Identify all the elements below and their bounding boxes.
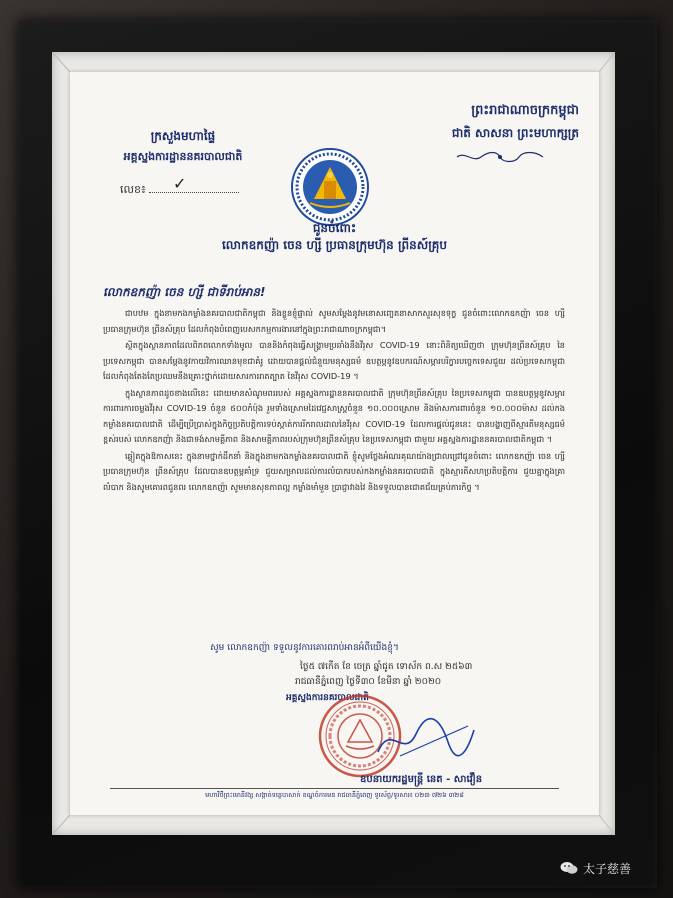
ministry-header [98, 128, 268, 166]
lunar-date: ថ្ងៃ៥ ៧កើត ខែ ចេត្រ ឆ្នាំជូត ទោស័ក ព.ស ២៥៦៣ [300, 662, 473, 672]
watermark-badge [560, 858, 672, 878]
reference-dots [149, 182, 239, 193]
footer-divider [110, 788, 559, 789]
salutation: លោកឧកញ៉ា ចេន ហ្សី ជាទីរាប់អាន! [103, 285, 266, 299]
signature-icon [370, 712, 480, 764]
wechat-icon [560, 861, 578, 875]
addressed-to-label: ជូនចំពោះ [312, 221, 357, 235]
recipient-line: លោកឧកញ៉ា ចេន ហ្សី ប្រធានក្រុមហ៊ុន ព្រីនស៍គ្រុប [221, 238, 447, 252]
letter-body [103, 306, 565, 496]
paragraph: ស្ថិតក្នុងស្ថានភាពដែលពិភពលោកទាំងមូល បាននិងកំពុងធ្វើសង្គ្រាមប្រឆាំងនឹងវីរុស COVID-19 នោះពិនិត្យឃើញថា ក្រុមហ៊ុនព្រីនស៍គ្រុប នៃប្រទេសកម្ពុជា បានសម្តែងនូវកាយវិការឈានមុខជាគំរូ ដោយបានផ្តល់ជំនួយមនុស្សធម៌ ឧបត្ថម្ភនូវឧបករណ៍សម្ភារបរិក្ខារបច្ចេកទេសជួយ ដល់ប្រទេសកម្ពុជាដែលកំពុងតែងតែប្រឈមនឹងគ្រោះថ្នាក់ដោយសារការរាតត្បាត នៃវីរុស COVID-19 ។ [103, 340, 565, 381]
letter-paper [70, 72, 599, 815]
closing-line: សូម លោកឧកញ៉ា ទទួលនូវការគោរពរាប់អានអំពីយើងខ្ញុំ។ [210, 643, 399, 653]
reference-label: លេខ៖ [120, 183, 146, 196]
solar-date: រាជធានីភ្នំពេញ ថ្ងៃទី៣០ ខែមីនា ឆ្នាំ ២០២០ [295, 677, 442, 687]
paragraph: ឆ្លៀតក្នុងឱកាសនេះ ក្នុងនាមថ្នាក់ដឹកនាំ និងក្នុងនាមកងកម្លាំងនគរបាលជាតិ ខ្ញុំសូមថ្លែងអំណរគុណយ៉ាងជ្រាលជ្រៅជូនចំពោះ លោកឧកញ៉ា ចេន ហ្សី ប្រធានក្រុមហ៊ុន ព្រីនស៍គ្រុប ដែលបានឧបត្ថម្ភគាំទ្រ ជួយសម្រាលដល់ការលំបាករបស់កងកម្លាំងនគរបាលជាតិ ក្នុងស្មារតីសហប្រតិបត្តិការ ជួយគ្នាក្នុងគ្រាលំបាក និងសូមគោរពជូនពរ លោកឧកញ៉ា សូមមានសុខភាពល្អ កម្លាំងមាំមួន ប្រាជ្ញាវាងវៃ និងទទួលបានជោគជ័យគ្រប់ភារកិច្ច ។ [103, 450, 565, 492]
signer-title: អគ្គស្នងការនគរបាលជាតិ [286, 693, 369, 703]
check-mark-icon: ✓ [173, 174, 187, 193]
ministry-name: ក្រសួងមហាផ្ទៃ [150, 129, 216, 143]
footer-address: មហាវិថីព្រះមោនីវង្ស សង្កាត់ទន្លេបាសាក់ ខណ្ឌចំការមន រាជធានីភ្នំពេញ ទូរស័ព្ទ/ទូរសារ៖ ០២៣ ៧២៦ ៣២៨ [205, 791, 464, 799]
signer-name: ឧបនាយករដ្ឋមន្ត្រី នេត - សាវឿន [360, 774, 483, 785]
police-emblem-icon [290, 147, 370, 227]
ornament-icon [455, 150, 545, 164]
department-name: អគ្គស្នងការដ្ឋាននគរបាលជាតិ [123, 150, 243, 163]
kingdom-header [379, 102, 579, 143]
watermark-text: 太子慈善 [583, 861, 632, 876]
paragraph: ជាបឋម ក្នុងនាមកងកម្លាំងនគរបាលជាតិកម្ពុជា និងខ្លួនខ្ញុំផ្ទាល់ សូមសម្តែងនូវមនោសញ្ចេតនាសាកសួរសុខទុក្ខ ជូនចំពោះលោកឧកញ៉ា ចេន ហ្សី ប្រធានក្រុមហ៊ុន ព្រីនស៍គ្រុប ដែលកំពុងបំពេញបេសកកម្មការងារនៅក្នុងព្រះរាជាណាចក្រកម្ពុជា។ [103, 308, 565, 334]
motto-line: ជាតិ សាសនា ព្រះមហាក្សត្រ [451, 126, 579, 140]
kingdom-line: ព្រះរាជាណាចក្រកម្ពុជា [471, 103, 579, 118]
paragraph: ក្នុងស្ថានភាពដូចខាងលើនេះ ដោយមានសំណូមពររបស់ អគ្គស្នងការដ្ឋាននគរបាលជាតិ ក្រុមហ៊ុនព្រីនស៍គ្រុប នៃប្រទេសកម្ពុជា បានឧបត្ថម្ភនូវសម្ភារការពារការចម្លងវីរុស COVID-19 ចំនួន ៥០០កំប៉ុង រួមទាំងស្រោមដៃវេជ្ជសាស្ត្រចំនួន ១០.០០០ស្រោម និងម៉ាសការពារចំនួន ១០.០០០ម៉ាស ដល់កងកម្លាំងនគរបាលជាតិ ដើម្បីប្រើប្រាស់ក្នុងកិច្ចប្រតិបត្តិការទប់ស្កាត់ការរីករាលដាលនៃវីរុស COVID-19 ដែលការផ្តល់ជូននេះ បានបង្ហាញពីស្មារតីមនុស្សធម៌ខ្ពស់របស់ លោកឧកញ៉ា និងជាទង់សាមគ្គីភាព និងសាមគ្គីភាពរបស់ក្រុមហ៊ុនព្រីនស៍គ្រុប នៃប្រទេសកម្ពុជា ជាមួយ អគ្គស្នងការដ្ឋាននគរបាលជាតិកម្ពុជា ។ [103, 387, 565, 444]
